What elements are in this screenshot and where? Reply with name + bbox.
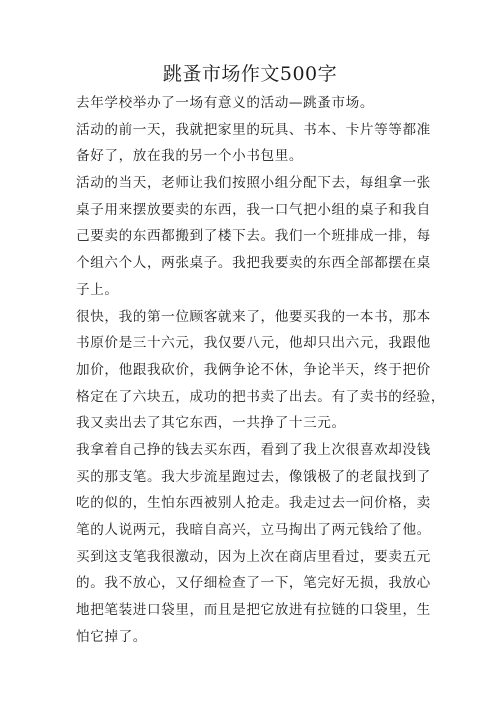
text-line: 活动的前一天，我就把家里的玩具、书本、卡片等等都准 [76, 121, 431, 138]
text-line: 买到这支笔我很激动，因为上次在商店里看过，要卖五元 [76, 548, 431, 565]
text-line: 去年学校举办了一场有意义的活动—跳蚤市场。 [76, 95, 375, 111]
document-body [76, 90, 446, 650]
text-line: 桌子用来摆放要卖的东西，我一口气把小组的桌子和我自 [76, 201, 431, 218]
text-line: 笔的人说两元，我暗自高兴，立马掏出了两元钱给了他。 [76, 522, 431, 538]
text-line: 很快，我的第一位顾客就来了，他要买我的一本书，那本 [76, 308, 431, 325]
text-line: 活动的当天，老师让我们按照小组分配下去，每组拿一张 [76, 175, 431, 192]
text-line: 吃的似的，生怕东西被别人抢走。我走过去一问价格，卖 [76, 495, 431, 512]
text-line: 我又卖出去了其它东西，一共挣了十三元。 [76, 415, 346, 432]
text-line: 加价，他跟我砍价，我俩争论不休，争论半天，终于把价 [76, 361, 431, 378]
text-line: 己要卖的东西都搬到了楼下去。我们一个班排成一排，每 [76, 228, 431, 245]
text-line: 地把笔装进口袋里，而且是把它放进有拉链的口袋里，生 [76, 602, 431, 619]
text-line: 怕它掉了。 [76, 628, 147, 645]
text-line: 书原价是三十六元，我仅要八元，他却只出六元，我跟他 [76, 335, 431, 352]
text-line: 子上。 [76, 281, 119, 298]
text-line: 我拿着自己挣的钱去买东西，看到了我上次很喜欢却没钱 [76, 441, 431, 458]
text-line: 的。我不放心，又仔细检查了一下，笔完好无损，我放心 [76, 575, 431, 592]
document-title: 跳蚤市场作文500字 [162, 63, 338, 85]
text-line: 格定在了六块五，成功的把书卖了出去。有了卖书的经验， [76, 388, 446, 405]
text-line: 买的那支笔。我大步流星跑过去，像饿极了的老鼠找到了 [76, 468, 431, 485]
text-line: 备好了，放在我的另一个小书包里。 [76, 148, 304, 165]
text-line: 个组六个人，两张桌子。我把我要卖的东西全部都摆在桌 [76, 255, 431, 272]
